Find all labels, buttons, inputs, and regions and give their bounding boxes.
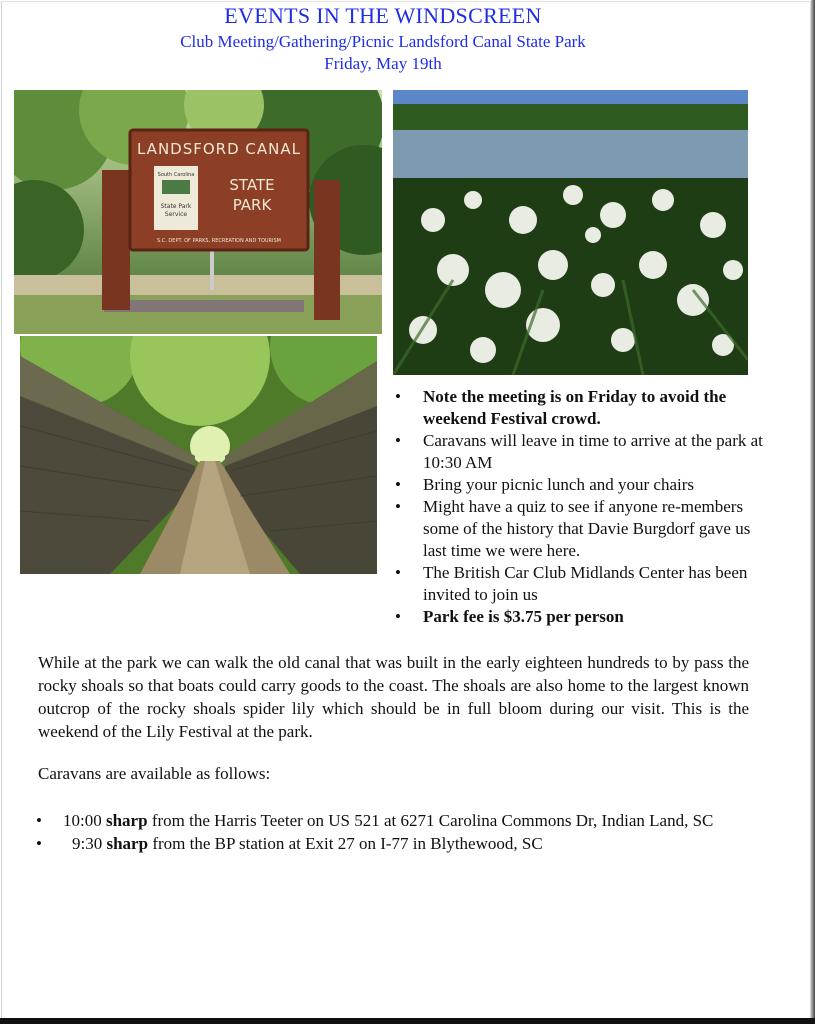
sign-badge-line2: State Park	[160, 203, 192, 210]
event-subtitle: Club Meeting/Gathering/Picnic Landsford Canal State Park	[180, 32, 586, 51]
bullet: •	[36, 811, 42, 830]
event-date: Friday, May 19th	[324, 54, 442, 73]
route-sharp: sharp	[105, 811, 148, 830]
bullet: •	[395, 475, 401, 494]
sign-badge-line3: Service	[164, 211, 188, 218]
note-text: Note the meeting is on Friday to avoid the weekend Festival crowd.	[423, 387, 727, 428]
note-text: Caravans will leave in time to arrive at the park at 10:30 AM	[423, 431, 763, 472]
list-item	[36, 810, 750, 831]
route-time: 10:00	[63, 811, 102, 830]
note-text: The British Car Club Midlands Center has been invited to join us	[423, 563, 748, 604]
list-item	[394, 496, 764, 562]
page-bottom-border	[0, 1018, 815, 1024]
sign-badge-line1: South Carolina	[157, 172, 195, 178]
note-text: Park fee is $3.75 per person	[423, 607, 624, 626]
route-sharp: sharp	[106, 834, 149, 853]
event-notes-list	[394, 386, 764, 628]
park-sign-photo	[14, 90, 382, 334]
sign-text-line3: PARK	[232, 196, 272, 214]
sign-text-line1: LANDSFORD CANAL	[136, 140, 302, 158]
list-item	[394, 606, 764, 628]
note-text: Might have a quiz to see if anyone re-members some of the history that Davie Burgdorf gave us last time we were here.	[423, 497, 751, 560]
caravans-intro: Caravans are available as follows:	[38, 764, 271, 783]
bullet: •	[395, 607, 401, 626]
sign-text-line2: STATE	[229, 176, 275, 194]
spider-lily-photo	[393, 90, 748, 375]
bullet: •	[395, 563, 401, 582]
note-text: Bring your picnic lunch and your chairs	[423, 475, 694, 494]
list-item	[394, 562, 764, 606]
list-item	[394, 474, 764, 496]
route-text: from the BP station at Exit 27 on I-77 in Blythewood, SC	[148, 834, 543, 853]
canal-path-photo	[20, 336, 377, 574]
bullet: •	[395, 431, 401, 450]
bullet: •	[36, 834, 42, 853]
list-item	[36, 833, 750, 854]
list-item	[394, 386, 764, 430]
route-time: 9:30	[72, 834, 103, 853]
page-shadow	[811, 0, 815, 1020]
bullet: •	[395, 497, 401, 516]
event-description: While at the park we can walk the old canal that was built in the early eighteen hundreds to by pass the rocky shoals so that boats could carry goods to the coast. The shoals are also home to the largest known outcrop of the rocky shoals spider lily which should be in full bloom during our visit. This is the weekend of the Lily Festival at the park.	[38, 653, 749, 741]
sign-footer-text: S.C. DEPT. OF PARKS, RECREATION AND TOURISM	[157, 238, 281, 244]
bullet: •	[395, 387, 401, 406]
route-text: from the Harris Teeter on US 521 at 6271 Carolina Commons Dr, Indian Land, SC	[147, 811, 714, 830]
page-title: EVENTS IN THE WINDSCREEN	[224, 3, 542, 28]
caravan-routes-list	[36, 810, 750, 854]
list-item	[394, 430, 764, 474]
